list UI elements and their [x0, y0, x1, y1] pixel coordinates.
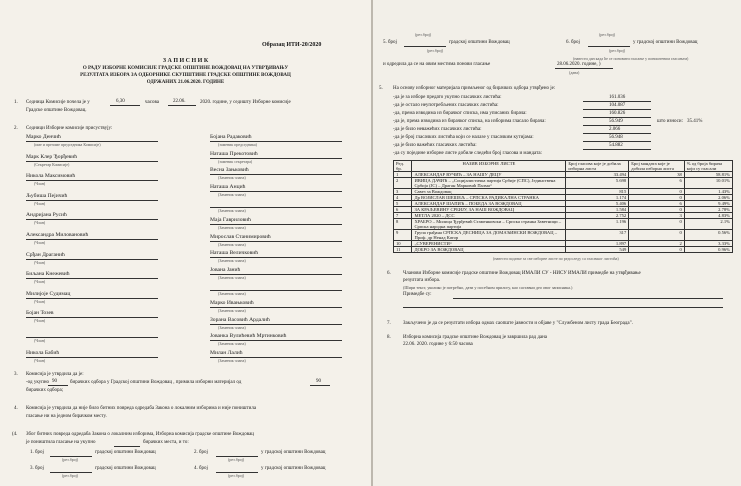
- row-votes: 5.698: [566, 178, 629, 189]
- row-percent: 4.83%: [684, 213, 732, 219]
- deputy-name: Маја Гавриловић: [210, 217, 251, 223]
- section-2-text: Седници Изборне комисије присуствују:: [26, 126, 113, 131]
- member-role: (Члан): [34, 240, 46, 245]
- member-name: Никола Максимовић: [26, 173, 76, 180]
- member-role: (Члан): [34, 338, 46, 343]
- member-role: (Члан): [34, 181, 46, 187]
- row-number: 3: [394, 189, 412, 195]
- member-name: Љубиша Пејичић: [26, 192, 68, 199]
- row-seats: 6: [629, 178, 685, 189]
- row-percent: 3.33%: [684, 241, 732, 247]
- section-1-number: 1.: [14, 100, 18, 105]
- col-name-header: НАЗИВ ИЗБОРНЕ ЛИСТЕ: [412, 161, 566, 172]
- deputy-name: Милан Лалић: [210, 349, 243, 356]
- row-number: 2: [394, 178, 412, 189]
- stat-line: [583, 109, 651, 110]
- row-votes: 1.897: [566, 241, 629, 247]
- col-num-header: Ред. бр.: [394, 161, 412, 172]
- deputy-name: Весна Зањковић: [210, 167, 249, 174]
- annulled-place-hint: (рез.број): [62, 457, 79, 462]
- repeat-vote-date-hint: (дана): [569, 70, 580, 75]
- row-number: 8: [394, 219, 412, 230]
- deputy-role: (Заменик члана): [218, 291, 246, 297]
- member-line: [26, 200, 158, 201]
- stat-line: [583, 117, 651, 118]
- row-percent: 0.56%: [684, 230, 732, 241]
- deputy-role: (Заменик члана): [218, 357, 246, 363]
- section-7-number: 7.: [387, 321, 391, 326]
- deputy-role: (Заменик члана): [218, 208, 246, 214]
- annulled-6-hint-2: (рез.број): [609, 48, 626, 53]
- row-number: 6: [394, 207, 412, 213]
- section-3-text-b: -од укупно: [26, 380, 50, 385]
- row-percent: 2.78%: [684, 207, 732, 213]
- section-5-title: На основу изборног материјала примљеног од бирачких одбора утврђено је:: [393, 86, 556, 91]
- row-list-name: ДОБРО ЗА ВОЖДОВАЦ: [412, 247, 566, 253]
- annulled-place-text: градској општини Вождовац: [95, 466, 156, 471]
- stat-label: -да, према изводима из бирачког списка, има уписаних бирача:: [393, 111, 527, 116]
- row-percent: 58.81%: [684, 172, 732, 178]
- col-seats-header: Број мандата које је добила изборна листа: [629, 161, 685, 172]
- stat-label: -да је било неважећих гласачких листића:: [393, 127, 482, 132]
- member-name: Милијоје Судимац: [26, 290, 71, 297]
- section-3-received: 90: [316, 379, 321, 384]
- section-1-date: 22.06.: [173, 99, 186, 104]
- row-votes: 317: [566, 230, 629, 241]
- deputy-role: (Заменик члана): [218, 191, 246, 197]
- doc-title-line-2: О РАДУ ИЗБОРНЕ КОМИСИЈЕ ГРАДСКЕ ОПШТИНЕ ВОЖДОВАЦ НА УТВРЂИВАЊУ: [82, 66, 289, 71]
- deputy-role: (Заменик члана): [218, 258, 246, 264]
- member-name: Биљана Кнежевић: [26, 271, 70, 278]
- member-line: [26, 337, 158, 338]
- col-pct-header: % од броја бирача који су гласали: [684, 161, 732, 172]
- stat-value: 56.948: [609, 135, 623, 140]
- deputy-role: (заменик председника): [218, 142, 257, 147]
- section-4b-text-a: Због битних повреда одредаба Закона о локалним изборима, Изборна комисија градске општине Вождовац: [26, 432, 254, 437]
- deputy-name: Марко Ивањковић: [210, 300, 254, 306]
- row-list-name: Савез за Вождовац: [412, 189, 566, 195]
- row-seats: 38: [629, 172, 685, 178]
- section-4b-text-b: је поништила гласање на укупно: [26, 440, 96, 445]
- member-role: (Члан): [34, 220, 46, 226]
- doc-title-line-3: РЕЗУЛТАТА ИЗБОРА ЗА ОДБОРНИКЕ СКУПШТИНЕ ГРАДСКЕ ОПШТИНЕ ВОЖДОВАЦ: [80, 73, 291, 78]
- results-row: [394, 247, 733, 253]
- row-list-name: ХРАБРО – Милица Ђурђевић Стаменковски – Српска странка Заветници – Српска народна партија: [412, 219, 566, 230]
- row-seats: 0: [629, 247, 685, 253]
- row-seats: 0: [629, 207, 685, 213]
- row-votes: 549: [566, 247, 629, 253]
- row-list-name: МЕТЛА 2020 – ДСС: [412, 213, 566, 219]
- deputy-role: (Заменик члана): [218, 175, 246, 181]
- member-role: (Секретар Комисије): [34, 161, 70, 167]
- section-8-number: 8.: [387, 335, 391, 340]
- annulled-5-text: градској општини Вождовац: [449, 40, 510, 45]
- member-line: [26, 278, 158, 279]
- results-row: [394, 230, 733, 241]
- row-percent: 2.1%: [684, 219, 732, 230]
- row-number: 9: [394, 230, 412, 241]
- section-3-text-d: бирачких одбора;: [26, 388, 64, 393]
- deputy-role: (Заменик члана): [218, 341, 246, 347]
- form-code: Образац ИТИ-20/2020: [262, 42, 322, 48]
- deputy-name: Јованка Вулићевић Мртинковић: [210, 333, 287, 340]
- section-1-text-d: Градске општине Вождовац.: [26, 108, 87, 113]
- row-votes: 815: [566, 189, 629, 195]
- section-2-number: 2.: [14, 126, 18, 131]
- row-votes: 1.196: [566, 219, 629, 230]
- row-votes: 33.494: [566, 172, 629, 178]
- row-seats: 0: [629, 230, 685, 241]
- member-line: [26, 298, 158, 299]
- member-role: (Члан): [34, 357, 46, 363]
- stat-line: [583, 149, 651, 150]
- row-votes: 2.752: [566, 213, 629, 219]
- annulled-place-hint-2: (рез.број): [228, 457, 245, 462]
- row-list-name: ИВИЦА ДАЧИЋ – „Социјалистичка партија Србије (СПС), Јединствена Србија (ЈС) – Драган Марковић Палма“: [412, 178, 566, 189]
- annulled-6-hint: (рез.број): [599, 32, 616, 37]
- stat-value: 104.087: [609, 103, 626, 108]
- annulled-5-hint: (рез.број): [415, 32, 432, 37]
- member-role: (име и презиме председника Комисије): [34, 142, 101, 147]
- member-line: [26, 317, 158, 318]
- member-name: Александра Миловановић: [26, 232, 89, 238]
- row-percent: 0.96%: [684, 247, 732, 253]
- member-name: Никола Бабић: [26, 349, 60, 356]
- row-votes: 1.174: [566, 195, 629, 201]
- annulled-place-text-2: у градској општини Вождовац: [261, 450, 326, 455]
- annulled-place-text-2: у градској општини Вождовац: [261, 466, 326, 471]
- annulled-6-text: у градској општини Вождовац: [633, 40, 698, 45]
- member-role: (Члан): [34, 298, 46, 304]
- annulled-place-label: 3. број: [30, 466, 44, 471]
- results-row: [394, 219, 733, 230]
- row-list-name: Др ВОЈИСЛАВ ШЕШЕЉ – СРПСКА РАДИКАЛНА СТРАНКА: [412, 195, 566, 201]
- deputy-role: (заменик секретара): [218, 158, 253, 164]
- row-percent: 2.06%: [684, 195, 732, 201]
- stats-tail: -да су поједине изборне листе добиле следећи број гласова и мандата:: [393, 151, 542, 156]
- col-votes-header: Број гласова које је добила изборна листа: [566, 161, 629, 172]
- annulled-place-text: градској општини Вождовац: [95, 450, 156, 455]
- deputy-name: Бојана Радаковић: [210, 134, 252, 140]
- stat-value: 54.882: [609, 143, 623, 148]
- annulled-place-hint-2: (рез.број): [228, 473, 245, 478]
- section-5-number: 5.: [379, 86, 383, 91]
- row-seats: 6: [629, 201, 685, 207]
- annulled-place-label-2: 2. број: [194, 450, 208, 455]
- member-line: [26, 180, 158, 181]
- section-6-text-a: Чланови Изборне комисије градске општине Вождовац ИМАЛИ СУ - НИСУ ИМАЛИ примедбе на утврђивање: [403, 271, 641, 276]
- section-4b-text-c: бирачких места, и то:: [143, 440, 189, 445]
- section-1-time: 6,30: [116, 99, 125, 104]
- table-note: (навести податке за све изборне листе по редоследу са гласачког листића): [493, 256, 619, 261]
- deputy-role: (Заменик члана): [218, 308, 246, 313]
- deputy-role: (Заменик члана): [218, 225, 246, 230]
- repeat-vote-date: 28.06.2020. године, ): [557, 62, 601, 67]
- section-6-text-c: (Шири текст, уколико је потребно, дати у посебном прилогу, као саставни део овог записника.): [403, 285, 573, 290]
- results-table: [393, 160, 733, 253]
- section-4-number: 4.: [14, 406, 18, 411]
- repeat-vote-note: (навести дан када ће се поновити гласање у поништеним гласањем): [573, 56, 689, 61]
- section-6-text-d: Примедбе су:: [403, 292, 432, 297]
- member-name: Андријана Русић: [26, 212, 67, 219]
- deputy-role: (Заменик члана): [218, 324, 246, 330]
- section-7-text: Закључено је да се резултати избора одмах саопште јавности и објаве у "Службеном листу града Београда".: [403, 321, 633, 326]
- member-role: (Члан): [34, 259, 46, 265]
- stat-label: -да је за изборе предато укупно гласачких листића:: [393, 95, 502, 100]
- row-number: 11: [394, 247, 412, 253]
- member-line: [26, 239, 158, 240]
- member-role: (Члан): [34, 318, 46, 324]
- row-list-name: АЛЕКСАНДАР ШАПИЋ – ПОБЕДА ЗА ВОЖДОВАЦ: [412, 201, 566, 207]
- deputy-name: Наташа Прекотовић: [210, 150, 258, 157]
- member-role: (Члан): [34, 200, 46, 206]
- row-list-name: АЛЕКСАНДАР ВУЧИЋ – ЗА НАШУ ДЕЦУ: [412, 172, 566, 178]
- section-1-text-c: 2020. године, у седишту Изборне комисије: [200, 100, 291, 105]
- row-list-name: ЗА КРАЉЕВИНУ СРБИЈУ, ЗА НАШ ВОЖДОВАЦ: [412, 207, 566, 213]
- member-name: Марко Денчић: [26, 134, 61, 140]
- section-3-total: 90: [52, 379, 57, 384]
- deputy-name: Наташа Величковић: [210, 250, 259, 257]
- section-1-text-b: часова: [145, 100, 159, 105]
- deputy-name: Наташа Анцић: [210, 183, 246, 190]
- section-6-text-b: резултата избора.: [403, 278, 441, 283]
- member-line: [26, 219, 158, 220]
- deputy-role: (Заменик члана): [218, 274, 246, 280]
- row-percent: 10.01%: [684, 178, 732, 189]
- stat-line: [583, 101, 651, 102]
- turnout-label: што износи:: [657, 119, 683, 124]
- stat-label: -да је остало неупотребљених гласачких листића:: [393, 103, 499, 108]
- results-header-row: [394, 161, 733, 172]
- section-4b-number: (4.: [12, 432, 18, 437]
- row-votes: 1.584: [566, 207, 629, 213]
- row-number: 1: [394, 172, 412, 178]
- row-number: 7: [394, 213, 412, 219]
- section-6-number: 6.: [387, 271, 391, 276]
- stat-value: 2.066: [609, 127, 621, 132]
- row-percent: 9.49%: [684, 201, 732, 207]
- row-list-name: Група грађана СРПСКА ДЕСНИЦА ЗА ДОМАЋИНСКИ ВОЖДОВАЦ – Проф. др Ненад Катор: [412, 230, 566, 241]
- section-1-text-a: Седница Комисије почела је у: [26, 100, 90, 105]
- deputy-name: Зорана Васовић Ардалић: [210, 316, 270, 323]
- row-seats: 0: [629, 189, 685, 195]
- stat-line: [583, 133, 651, 134]
- deputy-name: Мирослав Станимировић: [210, 233, 271, 240]
- row-number: 4: [394, 195, 412, 201]
- row-seats: 0: [629, 219, 685, 230]
- row-number: 5: [394, 201, 412, 207]
- stat-line: [583, 141, 651, 142]
- member-name: Бојан Тозев: [26, 310, 54, 317]
- section-3-text-c: бирачких одбора у Градској општини Вождовац , примила изборни материјал од: [70, 380, 242, 385]
- turnout-value: 35.41%: [687, 119, 703, 124]
- annulled-place-hint: (рез.број): [62, 473, 79, 478]
- remarks-line-2: [403, 307, 723, 308]
- section-8-text-a: Изборна комисија градске општине Вождовац је завршила рад дана: [403, 335, 548, 340]
- row-seats: 3: [629, 213, 685, 219]
- doc-title-line-4: ОДРЖАНИХ 21.06.2020. ГОДИНЕ: [146, 80, 225, 85]
- deputy-role: (Заменик члана): [218, 241, 246, 247]
- member-role: (Члан): [34, 279, 46, 285]
- doc-title: З А П И С Н И К: [162, 58, 209, 64]
- right-page: [373, 0, 741, 486]
- annulled-6-label: 6. број: [566, 40, 580, 45]
- section-3-number: 3.: [14, 372, 18, 377]
- stat-label: -да је, према изводима из бирачког списка, на изборима гласало бирача:: [393, 119, 546, 124]
- member-line: [26, 259, 158, 260]
- member-line: [26, 357, 158, 358]
- annulled-5-label: 5. број: [383, 40, 397, 45]
- row-list-name: „СУВЕРЕНИСТИ“: [412, 241, 566, 247]
- section-8-text-b: 22.06. 2020. године у 6:50 часова: [403, 342, 473, 347]
- section-3-text-a: Комисија је утврдила да је:: [26, 372, 84, 377]
- results-row: [394, 178, 733, 189]
- remarks-line-1: [453, 298, 723, 299]
- section-4-text-b: гласање ни на једном бирачком месту.: [26, 414, 107, 419]
- stat-value: 160.826: [609, 111, 626, 116]
- annulled-place-label-2: 4. број: [194, 466, 208, 471]
- annulled-place-label: 1. број: [30, 450, 44, 455]
- stat-label: -да је било важећих гласачких листића:: [393, 143, 477, 148]
- row-votes: 5.406: [566, 201, 629, 207]
- row-percent: 1.43%: [684, 189, 732, 195]
- stat-line: [583, 125, 651, 126]
- repeat-vote-text: и одредила да се на овим местима понови гласање: [383, 62, 491, 67]
- member-name: Марк Клер Ђорђевић: [26, 153, 77, 160]
- stat-value: 161.036: [609, 95, 626, 100]
- annulled-5-hint-2: (рез.број): [427, 48, 444, 53]
- stat-label: -да је број гласачких листића који се налазе у гласачким кутијама:: [393, 135, 534, 140]
- section-4-text-a: Комисија је утврдила да није било битних повреда одредаба Закона о локалним изборима и није поништила: [26, 406, 257, 411]
- deputy-name: Јована Јанић: [210, 266, 241, 273]
- row-seats: 0: [629, 195, 685, 201]
- member-name: Срђан Драганић: [26, 251, 65, 258]
- stat-value: 56.949: [609, 119, 623, 124]
- row-seats: 2: [629, 241, 685, 247]
- row-number: 10: [394, 241, 412, 247]
